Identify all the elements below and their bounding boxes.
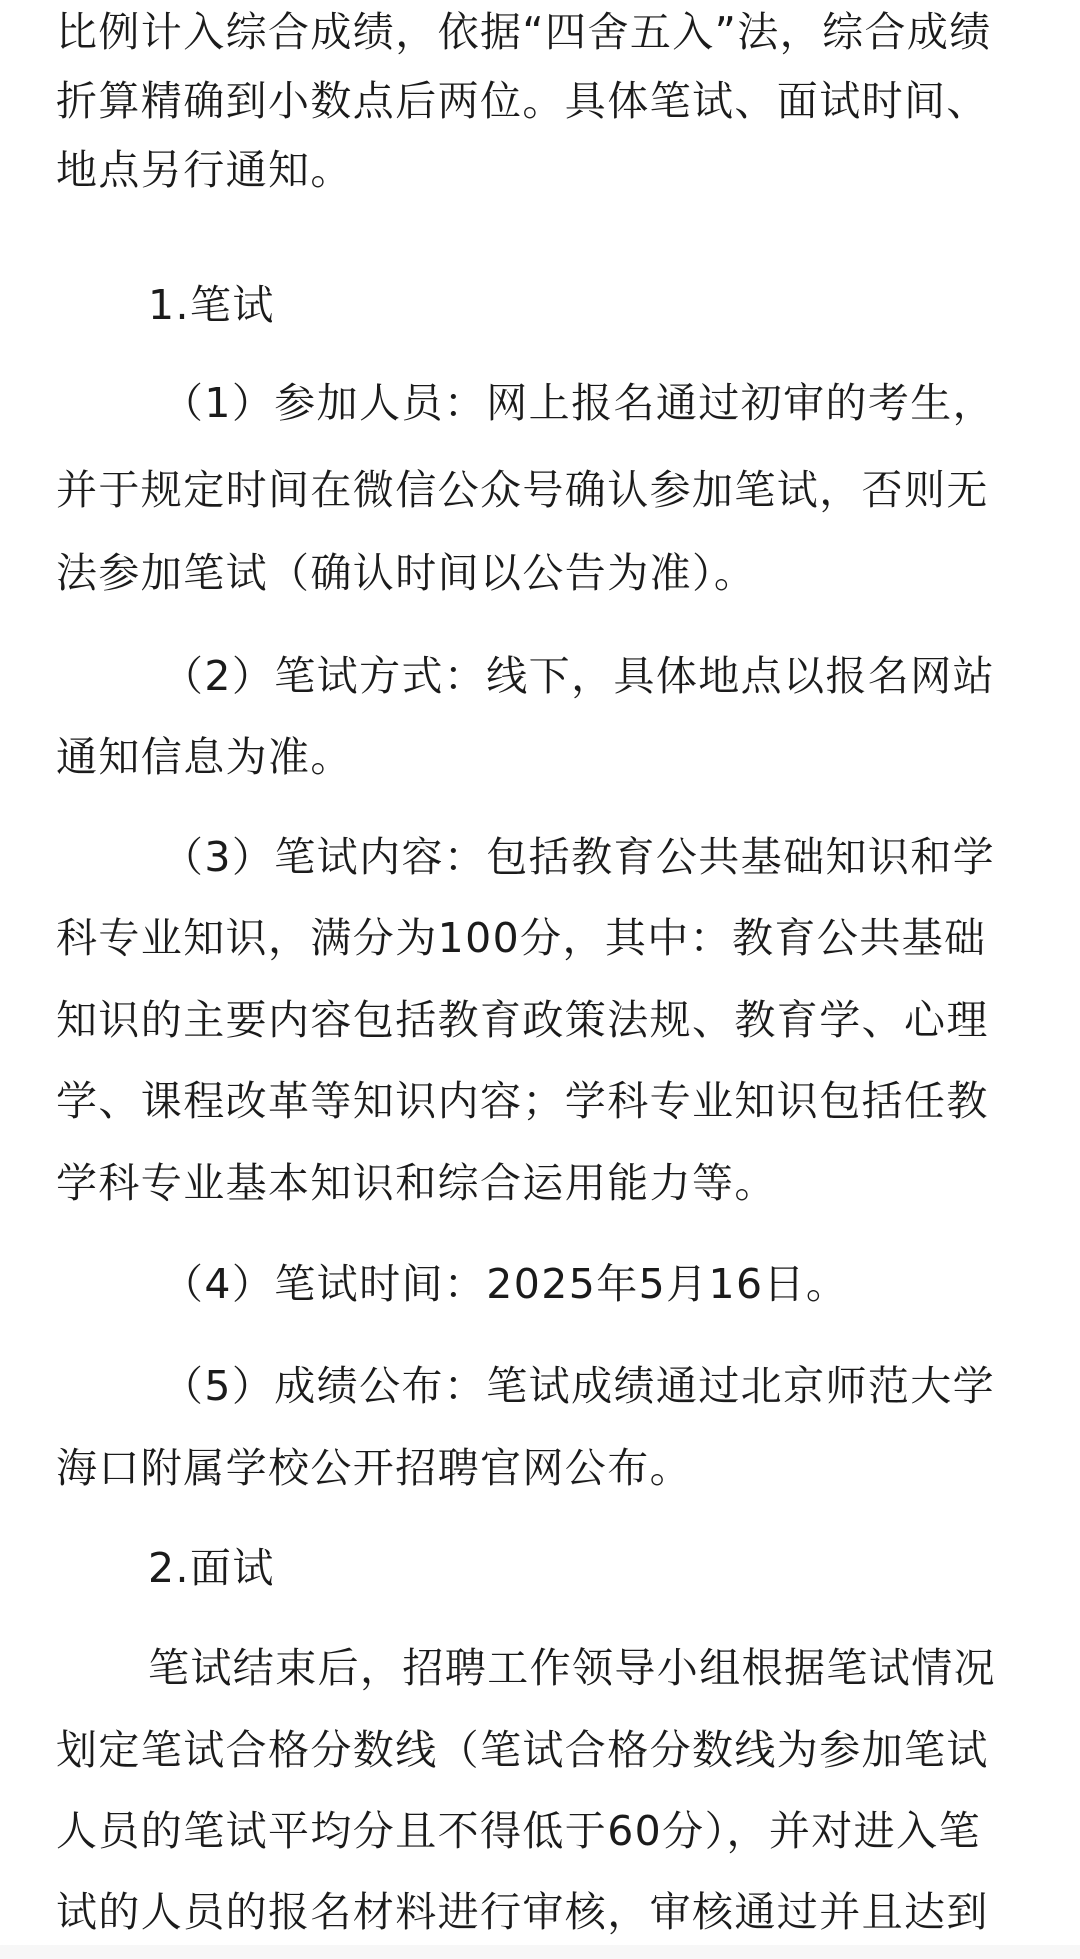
- bottom-fade: [0, 1945, 1080, 1959]
- text-line: 知识的主要内容包括教育政策法规、教育学、心理: [56, 996, 989, 1044]
- text-line: 折算精确到小数点后两位。具体笔试、面试时间、: [56, 77, 989, 125]
- text-line: 通知信息为准。: [56, 733, 353, 781]
- text-line: 试的人员的报名材料进行审核，审核通过并且达到: [56, 1888, 989, 1936]
- text-line: （4）笔试时间：2025年5月16日。: [162, 1260, 849, 1308]
- section-heading-interview: 2.面试: [148, 1544, 275, 1592]
- text-line: 海口附属学校公开招聘官网公布。: [56, 1444, 692, 1492]
- text-line: （1）参加人员：网上报名通过初审的考生，: [162, 379, 996, 427]
- text-line: 并于规定时间在微信公众号确认参加笔试，否则无: [56, 466, 989, 514]
- text-line: 人员的笔试平均分且不得低于60分），并对进入笔: [56, 1807, 981, 1855]
- text-line: 学科专业基本知识和综合运用能力等。: [56, 1159, 777, 1207]
- text-line: （5）成绩公布：笔试成绩通过北京师范大学: [162, 1362, 996, 1410]
- section-heading-written-exam: 1.笔试: [148, 281, 275, 329]
- text-line: 科专业知识，满分为100分，其中：教育公共基础: [56, 914, 987, 962]
- text-line: 学、课程改革等知识内容；学科专业知识包括任教: [56, 1077, 989, 1125]
- text-line: （2）笔试方式：线下，具体地点以报名网站: [162, 652, 996, 700]
- text-line: 笔试结束后，招聘工作领导小组根据笔试情况: [148, 1644, 996, 1692]
- text-line: 划定笔试合格分数线（笔试合格分数线为参加笔试: [56, 1726, 989, 1774]
- text-line: 比例计入综合成绩，依据“四舍五入”法，综合成绩: [56, 8, 992, 56]
- text-line: 法参加笔试（确认时间以公告为准）。: [56, 549, 757, 597]
- text-line: （3）笔试内容：包括教育公共基础知识和学: [162, 833, 996, 881]
- text-line: 地点另行通知。: [56, 146, 353, 194]
